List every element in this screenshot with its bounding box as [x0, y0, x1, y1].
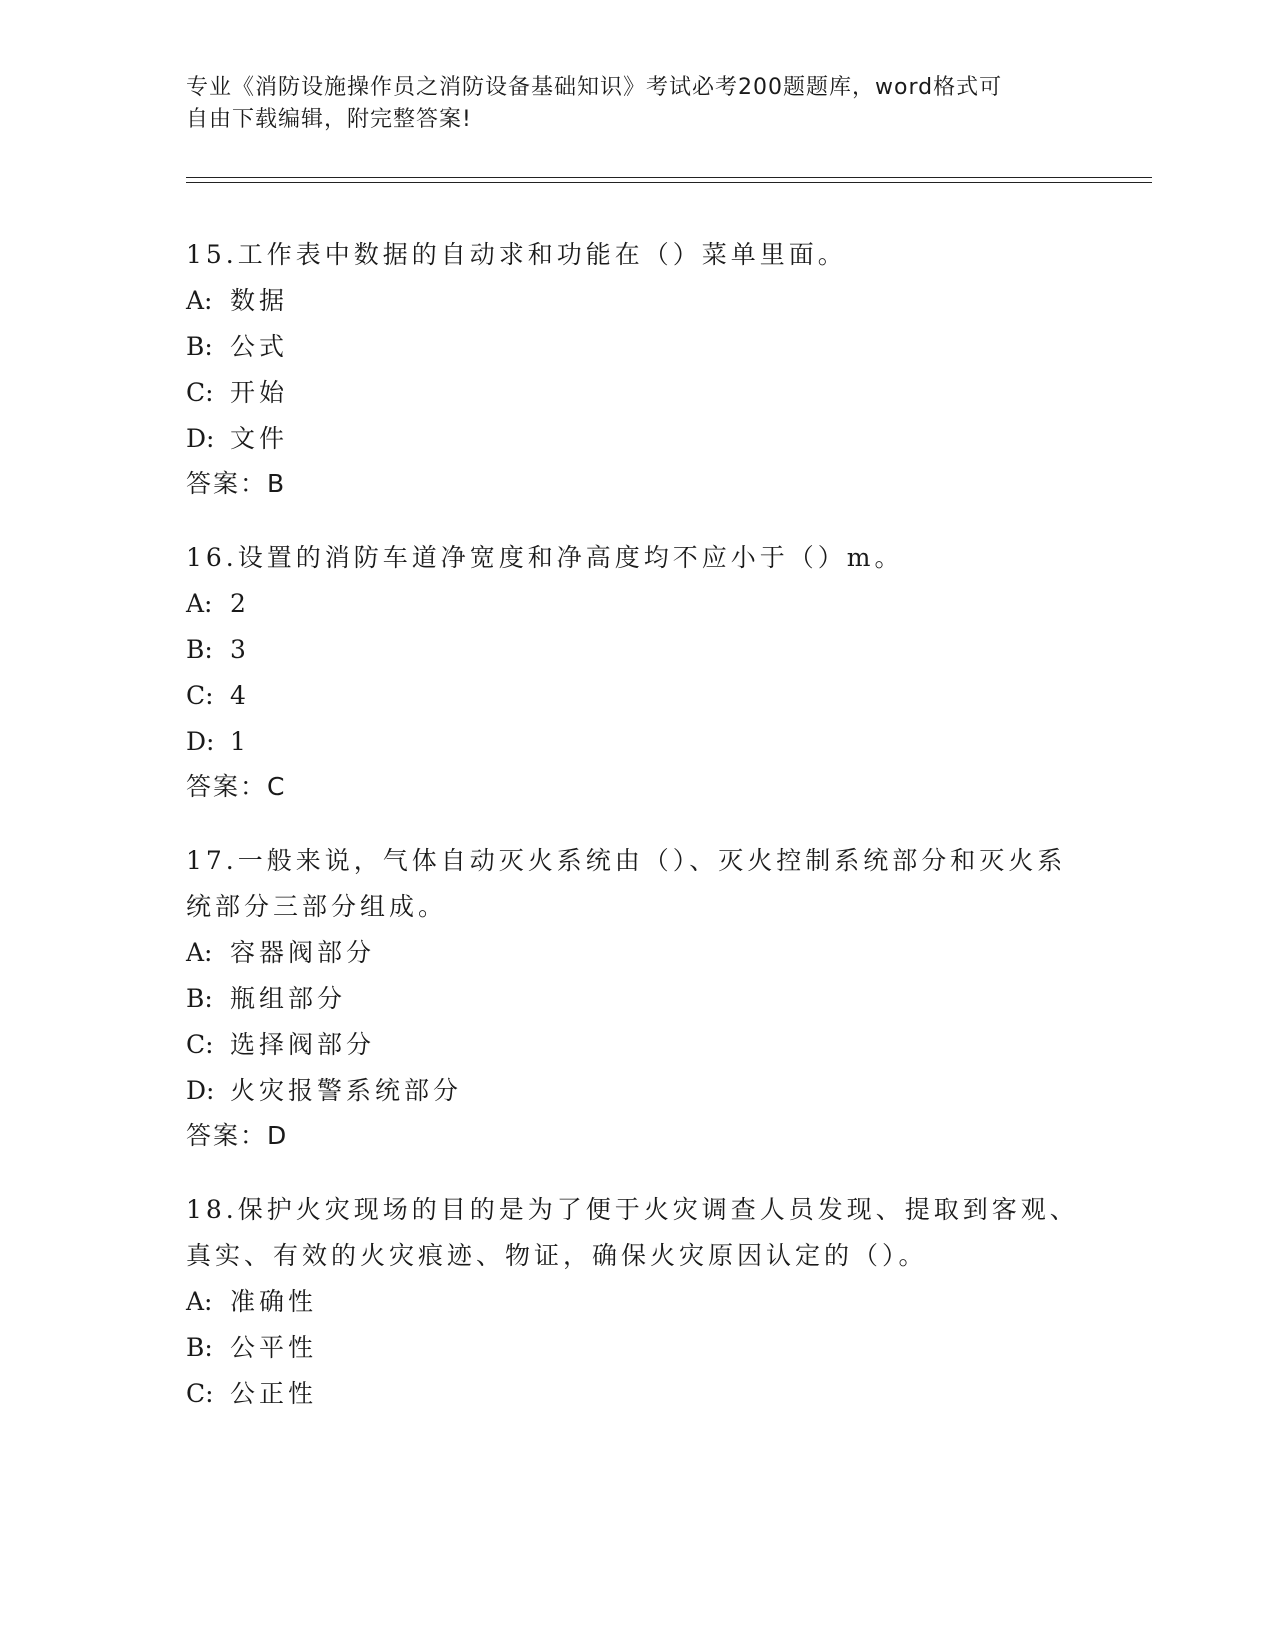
answer-option	[186, 627, 1146, 673]
option-text: 1	[230, 727, 250, 756]
option-text: 公正性	[230, 1379, 318, 1408]
option-letter: B:	[186, 1333, 213, 1362]
answer-option	[186, 416, 1146, 462]
answer-option	[186, 370, 1146, 416]
question-text-line: 真实、有效的火灾痕迹、物证，确保火灾原因认定的（）。	[186, 1241, 928, 1270]
option-letter: A:	[186, 938, 213, 967]
question-block	[186, 535, 1146, 809]
option-text: 火灾报警系统部分	[230, 1076, 463, 1105]
question-text-line: 18.保护火灾现场的目的是为了便于火灾调查人员发现、提取到客观、	[186, 1195, 1079, 1224]
answer-option	[186, 930, 1146, 976]
option-text: 公式	[230, 332, 289, 361]
option-letter: C:	[186, 1030, 214, 1059]
option-text: 4	[230, 681, 250, 710]
option-text: 准确性	[230, 1287, 318, 1316]
answer-option	[186, 1325, 1146, 1371]
header-line-2: 自由下载编辑，附完整答案!	[186, 107, 472, 132]
option-text: 选择阀部分	[230, 1030, 376, 1059]
question-block	[186, 232, 1146, 506]
option-letter: C:	[186, 378, 214, 407]
answer-key: 答案：D	[186, 1121, 289, 1150]
question-text-line: 17.一般来说，气体自动灭火系统由（）、灭火控制系统部分和灭火系	[186, 846, 1067, 875]
question-text-line: 16.设置的消防车道净宽度和净高度均不应小于（）m。	[186, 543, 904, 572]
question-text	[186, 535, 1146, 581]
question-text	[186, 1187, 1146, 1279]
answer-option	[186, 673, 1146, 719]
option-letter: A:	[186, 589, 213, 618]
answer-option	[186, 581, 1146, 627]
question-text	[186, 232, 1146, 278]
option-text: 数据	[230, 286, 289, 315]
option-text: 容器阀部分	[230, 938, 376, 967]
option-letter: D:	[186, 1076, 215, 1105]
option-letter: C:	[186, 681, 214, 710]
question-text	[186, 838, 1146, 930]
option-text: 瓶组部分	[230, 984, 347, 1013]
question-list	[186, 232, 1146, 1446]
answer-option	[186, 976, 1146, 1022]
option-text: 2	[230, 589, 250, 618]
answer-option	[186, 324, 1146, 370]
answer-key: 答案：C	[186, 772, 287, 801]
header-divider-bottom	[186, 182, 1152, 183]
question-text-line: 统部分三部分组成。	[186, 892, 448, 921]
option-text: 3	[230, 635, 250, 664]
option-letter: B:	[186, 635, 213, 664]
answer-option	[186, 278, 1146, 324]
option-text: 公平性	[230, 1333, 318, 1362]
option-text: 开始	[230, 378, 289, 407]
answer-option	[186, 1371, 1146, 1417]
option-letter: D:	[186, 727, 215, 756]
option-letter: B:	[186, 984, 213, 1013]
question-block	[186, 838, 1146, 1158]
option-letter: A:	[186, 286, 213, 315]
answer-option	[186, 1068, 1146, 1114]
question-text-line: 15.工作表中数据的自动求和功能在（）菜单里面。	[186, 240, 847, 269]
document-header	[186, 72, 1086, 136]
option-letter: C:	[186, 1379, 214, 1408]
answer-option	[186, 1022, 1146, 1068]
header-divider-top	[186, 177, 1152, 178]
answer-key: 答案：B	[186, 469, 287, 498]
option-text: 文件	[230, 424, 289, 453]
header-line-1: 专业《消防设施操作员之消防设备基础知识》考试必考200题题库，word格式可	[186, 75, 1003, 100]
answer-option	[186, 719, 1146, 765]
option-letter: A:	[186, 1287, 213, 1316]
answer-option	[186, 1279, 1146, 1325]
option-letter: D:	[186, 424, 215, 453]
option-letter: B:	[186, 332, 213, 361]
question-block	[186, 1187, 1146, 1417]
